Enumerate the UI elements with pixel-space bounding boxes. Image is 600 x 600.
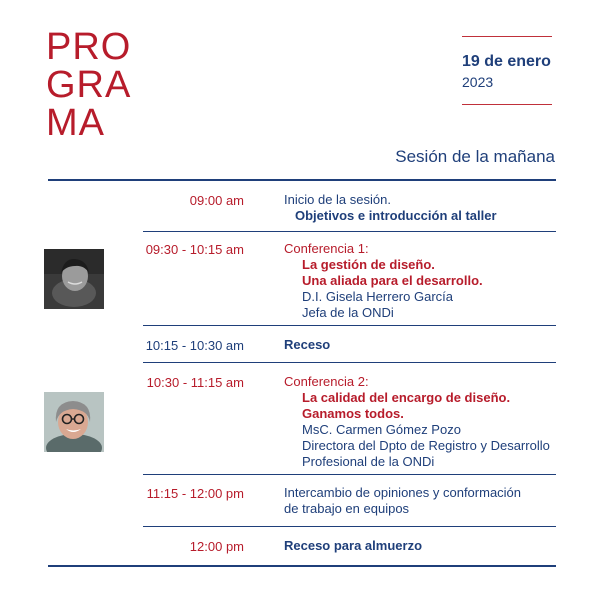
title-line-2: GRA — [46, 64, 132, 106]
date-year: 2023 — [462, 74, 494, 90]
item-4-line-6: Profesional de la ONDi — [302, 454, 435, 469]
title-line-1: PRO — [46, 26, 132, 68]
program-title — [46, 28, 131, 142]
speaker-2-photo — [44, 392, 104, 452]
item-2-line-2: La gestión de diseño. — [302, 257, 435, 272]
item-2-line-1: Conferencia 1: — [284, 241, 369, 256]
item-4-line-5: Directora del Dpto de Registro y Desarrollo — [302, 438, 550, 453]
agenda-item-4 — [284, 374, 584, 470]
time-slot-5: 11:15 - 12:00 pm — [146, 486, 244, 501]
item-1-line-2: Objetivos e introducción al taller — [295, 208, 497, 223]
header-divider — [48, 179, 556, 181]
item-4-line-2: La calidad del encargo de diseño. — [302, 390, 511, 405]
time-slot-3: 10:15 - 10:30 am — [145, 338, 244, 353]
row-divider — [143, 526, 556, 527]
row-divider — [143, 362, 556, 363]
agenda-item-6 — [284, 538, 584, 554]
time-slot-2: 09:30 - 10:15 am — [145, 242, 244, 257]
agenda-item-5 — [284, 485, 584, 517]
session-heading: Sesión de la mañana — [395, 147, 555, 166]
time-slot-1: 09:00 am — [189, 193, 244, 208]
item-4-line-4: MsC. Carmen Gómez Pozo — [302, 422, 461, 437]
item-2-line-5: Jefa de la ONDi — [302, 305, 394, 320]
speaker-1-photo — [44, 249, 104, 309]
item-5-line-1: Intercambio de opiniones y conformación — [284, 485, 522, 500]
date-bottom-rule — [462, 104, 552, 105]
item-3-line-1: Receso — [284, 337, 331, 352]
item-2-line-3: Una aliada para el desarrollo. — [302, 273, 483, 288]
item-2-line-4: D.I. Gisela Herrero García — [302, 289, 453, 304]
date-top-rule — [462, 36, 552, 37]
time-slot-4: 10:30 - 11:15 am — [146, 375, 244, 390]
item-4-line-3: Ganamos todos. — [302, 406, 404, 421]
agenda-item-1 — [284, 192, 584, 224]
item-5-line-2: de trabajo en equipos — [284, 501, 410, 516]
row-divider — [143, 474, 556, 475]
row-divider — [143, 231, 556, 232]
row-divider — [143, 325, 556, 326]
agenda-item-3 — [284, 337, 584, 353]
time-slot-6: 12:00 pm — [189, 539, 244, 554]
title-line-3: MA — [46, 102, 105, 144]
agenda-item-2 — [284, 241, 584, 321]
item-4-line-1: Conferencia 2: — [284, 374, 369, 389]
item-6-line-1: Receso para almuerzo — [284, 538, 423, 553]
item-1-line-1: Inicio de la sesión. — [284, 192, 391, 207]
date-day: 19 de enero — [462, 53, 551, 70]
footer-divider — [48, 565, 556, 567]
